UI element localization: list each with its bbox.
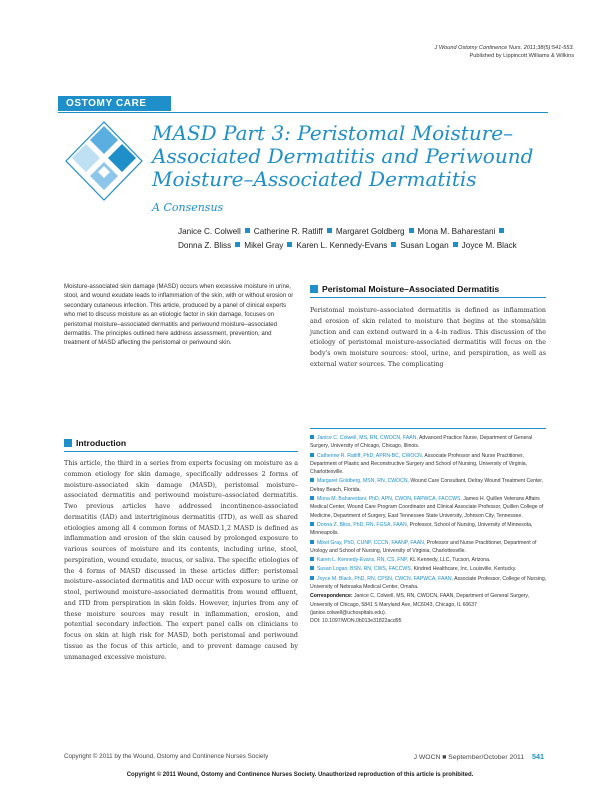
affiliation-name: Mikel Gray, PhD, CUNP, CCCN, FAANP, FAAN, (317, 539, 426, 546)
separator-square-icon (499, 228, 504, 233)
correspondence-text: Janice C. Colwell, MS, RN, CWOCN, FAAN, Department of General Surgery, University of Chicago, 5841 S Maryland Ave, MC6043, Chicago, IL 60637 (janice.colwell@uchospitals.edu). (310, 593, 530, 616)
affiliation-item (310, 565, 548, 573)
affiliation-item (310, 452, 548, 477)
heading-square-icon (64, 439, 72, 447)
separator-square-icon (391, 242, 396, 247)
author-name: Donna Z. Bliss (178, 241, 232, 250)
affiliation-name: Susan Logan, BSN, RN, CWS, FACCWS, (317, 566, 413, 573)
affiliation-item (310, 521, 548, 538)
affiliation-item (310, 539, 548, 556)
abstract: Moisture-associated skin damage (MASD) occurs when excessive moisture in urine, stool, and wound exudate leads to inflammation of the skin, with or without erosion or secondary cutaneous infection. This article, produced by a panel of clinical experts who met to discuss moisture as an etiologic factor in skin damage, focuses on peristomal moisture–associated dermatitis and periwound moisture–associated dermatitis. The principles outlined here address assessment, prevention, and treatment of MASD affecting the peristomal or periwound skin. (64, 283, 294, 347)
peristomal-heading (310, 284, 499, 294)
author-name: Mikel Gray (244, 241, 284, 250)
page-number: 541 (532, 752, 544, 761)
affiliation-desc: Wound Care Consultant, Delray Wound Treatment Center, Delray Beach, Florida. (310, 478, 544, 493)
affiliation-desc: Professor and Nurse Practitioner, Department of Urology and School of Nursing, University of Virginia, Charlottesville. (310, 539, 537, 554)
footer-journal: J WOCN (413, 754, 441, 761)
article-title: MASD Part 3: Peristomal Moisture–Associated Dermatitis and Periwound Moisture–Associated Dermatitis (152, 121, 534, 191)
bullet-square-icon (310, 496, 314, 500)
bullet-square-icon (310, 435, 314, 439)
copyright-notice: Copyright © 2011 Wound, Ostomy and Continence Nurses Society. Unauthorized reproduction of this article is prohibited. (126, 772, 474, 778)
author-name: Catherine R. Ratliff (253, 227, 323, 236)
bullet-square-icon (310, 522, 314, 526)
introduction-text: This article, the third in a series from experts focusing on moisture as a common etiology for skin damage, specifically addresses 2 forms of moisture-associated skin damage (MASD), peristomal moisture–associated dermatitis and periwound moisture–associated dermatitis. Two previous articles have addressed incontinence-associated dermatitis (IAD) and intertriginous dermatitis (ITD), as well as shared etiologies among all 4 common forms of MASD.1,2 MASD is defined as inflammation and erosion of the skin caused by prolonged exposure to various sources of moisture and its contents, including urine, stool, perspiration, wound exudate, mucus, or saliva. The specific etiologies of the 4 forms of MASD discussed in these articles differ: peristomal moisture–associated dermatitis and IAD occur with exposure to urine or stool, periwound moisture–associated dermatitis from wound effluent, and ITD from perspiration in skin folds. However, injuries from any of these moisture sources may result in inflammation, erosion, and potential secondary infection. The expert panel calls on clinicians to focus on skin at high risk for MASD, both peristomal and periwound tissue as the focus of this article, and to prevent damage caused by unmanaged excessive moisture. (64, 460, 298, 661)
author-line-1 (178, 225, 558, 239)
doi: DOI: 10.1097/WON.0b013e31822acd95 (310, 618, 402, 625)
peristomal-text: Peristomal moisture–associated dermatitis is defined as inflammation and erosion of skin related to moisture that begins at the stoma/skin junction and can extend outward in a 4-in radius. This discussion of the etiology of peristomal moisture-associated dermatitis will focus on the body's own moisture sources: stool, urine, and perspiration, as well as external water sources. The complicating (310, 307, 546, 368)
heading-underline (310, 297, 546, 298)
affiliation-desc: Professor, School of Nursing, University of Minnesota, Minneapolis. (310, 521, 533, 537)
author-list (178, 225, 558, 253)
bullet-square-icon (310, 557, 314, 561)
affiliation-name: Donna Z. Bliss, PhD, RN, FGSA, FAAN, (317, 521, 409, 528)
affiliation-item (310, 495, 548, 520)
affiliation-desc: KL Kennedy, LLC, Tucson, Arizona. (408, 557, 491, 564)
separator-square-icon (409, 228, 414, 233)
affiliation-item (310, 556, 548, 564)
introduction-heading (64, 438, 126, 448)
author-name: Susan Logan (400, 241, 449, 250)
affiliation-name: Catherine R. Ratliff, PhD, APRN-BC, CWOCN, (317, 452, 424, 459)
bullet-square-icon (310, 478, 314, 482)
separator-square-icon (287, 242, 292, 247)
author-name: Mona M. Baharestani (417, 227, 496, 236)
section-divider (58, 112, 548, 113)
affiliations-divider (310, 428, 546, 429)
separator-square-icon (235, 242, 240, 247)
correspondence-label: Correspondence: (310, 593, 353, 600)
affiliation-name: Karen L. Kennedy-Evans, RN, CS, FNP, (317, 557, 409, 564)
bullet-square-icon (310, 453, 314, 457)
affiliation-name: Janice C. Colwell, MS, RN, CWOCN, FAAN, (317, 435, 418, 441)
author-name: Karen L. Kennedy-Evans (296, 241, 388, 250)
affiliation-item (310, 477, 548, 494)
affiliation-item (310, 434, 548, 451)
affiliation-desc: Kindred Healthcare, Inc, Louisville, Kentucky. (412, 566, 517, 573)
separator-square-icon (453, 242, 458, 247)
section-tag: OSTOMY CARE (58, 96, 171, 111)
author-name: Janice C. Colwell (178, 227, 241, 236)
correspondence (310, 592, 548, 617)
bullet-square-icon (310, 566, 314, 570)
bullet-square-icon (310, 540, 314, 544)
heading-underline (64, 451, 298, 452)
affiliation-item (310, 575, 548, 592)
author-affiliations (310, 434, 548, 626)
ostomy-care-logo-icon (60, 116, 148, 206)
affiliation-name: Mona M. Baharestani, PhD, APN, CWON, FAPWCA, FACCWS, (317, 496, 462, 503)
affiliation-desc: James H. Quillen Veterans Affairs Medical Center, Wound Care Program Coordinator and Clinical Associate Professor, Quillen College of Medicine, Department of Surgery, East Tennessee State University, Johnson City, Tennessee. (310, 496, 544, 519)
footer-society-copyright: Copyright © 2011 by the Wound, Ostomy and Continence Nurses Society (64, 753, 269, 760)
affiliation-desc: Associate Professor, College of Nursing, University of Nebraska Medical Center, Omaha. (310, 575, 547, 591)
footer-journal-info (414, 752, 544, 761)
article-subtitle: A Consensus (152, 201, 224, 214)
affiliation-name: Joyce M. Black, PhD, RN, CPSN, CWCN, FAPWCA, FAAN, (317, 575, 453, 582)
author-name: Joyce M. Black (461, 241, 517, 250)
introduction-heading-label: Introduction (76, 438, 127, 448)
journal-citation (314, 44, 574, 60)
bullet-square-icon (310, 576, 314, 580)
footer-separator: ■ (442, 754, 447, 761)
author-line-2 (178, 239, 558, 253)
separator-square-icon (327, 228, 332, 233)
peristomal-heading-label: Peristomal Moisture–Associated Dermatitis (322, 284, 500, 294)
footer-date: September/October 2011 (448, 754, 525, 761)
affiliation-desc: Associate Professor and Nurse Practitioner, Department of Plastic and Reconstructive Surgery and School of Nursing, University of Virginia, Charlottesville. (310, 452, 528, 476)
affiliation-desc: Advanced Practice Nurse, Department of General Surgery, University of Chicago, Chicago, Illinois. (310, 435, 533, 450)
affiliation-name: Margaret Goldberg, MSN, RN, CWOCN, (317, 478, 409, 485)
separator-square-icon (245, 228, 250, 233)
heading-square-icon (310, 285, 318, 293)
publisher-line: Published by Lippincott Williams & Wilkins (469, 53, 574, 59)
citation-line: J Wound Ostomy Continence Nurs. 2011;38(5):541-553. (434, 45, 574, 51)
author-name: Margaret Goldberg (335, 227, 405, 236)
